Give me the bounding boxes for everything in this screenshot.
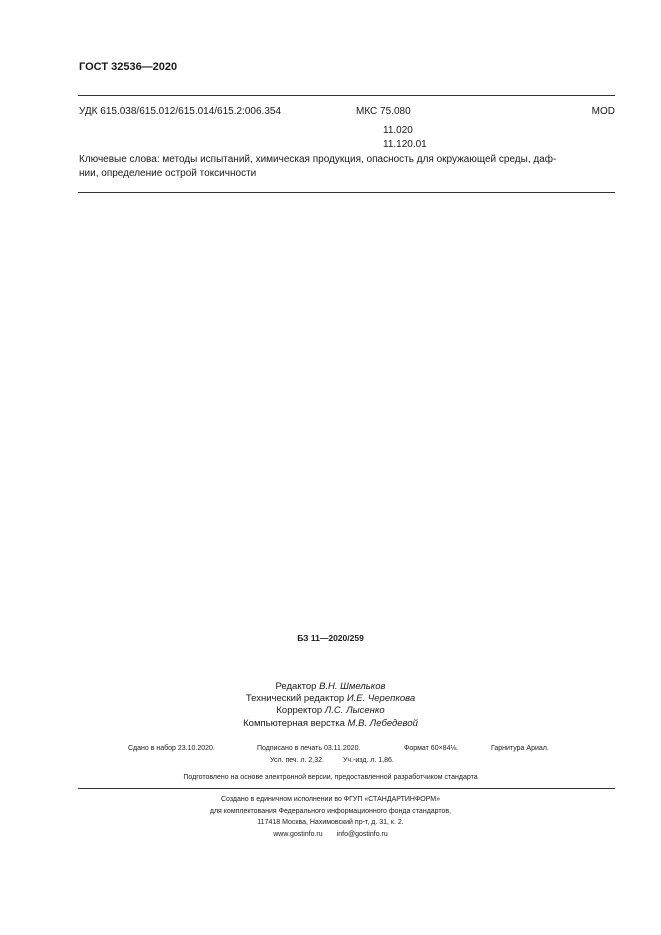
print-font: Гарнитура Ариал. bbox=[491, 745, 549, 752]
prepared-note: Подготовлено на основе электронной версии, предоставленной разработчиком стандарта bbox=[183, 774, 478, 781]
print-sheets: Усл. печ. л. 2,32. bbox=[270, 757, 324, 764]
keywords bbox=[79, 153, 615, 181]
print-format: Формат 60×84⅛. bbox=[404, 745, 459, 752]
print-sent-date: Сдано в набор 23.10.2020. bbox=[128, 745, 215, 752]
footer-contacts bbox=[0, 829, 661, 841]
edit-sheets: Уч.-изд. л. 1,86. bbox=[343, 757, 394, 764]
footer-line: Создано в единичном исполнении во ФГУП «СТАНДАРТИНФОРМ» bbox=[220, 796, 441, 803]
credit-role: Корректор bbox=[276, 705, 323, 717]
footer-line: для комплектования Федерального информационного фонда стандартов, bbox=[209, 807, 452, 815]
footer-address: 117418 Москва, Нахимовский пр-т, д. 31, к. 2. bbox=[257, 819, 404, 826]
publisher-footer bbox=[0, 794, 661, 840]
keywords-line: Ключевые слова: методы испытаний, химическая продукция, опасность для окружающей среды, даф- bbox=[79, 154, 557, 165]
email-link[interactable]: info@gostinfo.ru bbox=[336, 830, 388, 838]
keywords-line: нии, определение острой токсичности bbox=[79, 168, 257, 179]
credit-tech-editor bbox=[0, 693, 661, 705]
credit-corrector bbox=[0, 705, 661, 717]
credit-role: Технический редактор bbox=[245, 693, 345, 705]
credit-editor bbox=[0, 681, 661, 693]
credit-role: Компьютерная верстка bbox=[243, 717, 345, 729]
credit-role: Редактор bbox=[275, 681, 317, 692]
mks-codes bbox=[383, 124, 427, 152]
credit-layout bbox=[0, 718, 661, 730]
mod-label: MOD bbox=[591, 106, 615, 117]
credits-block bbox=[0, 681, 661, 730]
udk-code: УДК 615.038/615.012/615.014/615.2:006.354 bbox=[79, 106, 282, 117]
footer-divider bbox=[78, 788, 615, 789]
credit-name: Л.С. Лысенко bbox=[324, 705, 385, 717]
credit-name: В.Н. Шмельков bbox=[319, 681, 386, 692]
standard-title: ГОСТ 32536—2020 bbox=[79, 61, 178, 73]
website-link[interactable]: www.gostinfo.ru bbox=[273, 830, 323, 838]
credit-name: М.В. Лебедевой bbox=[347, 717, 418, 729]
mks-code: 11.020 bbox=[383, 125, 413, 136]
top-divider bbox=[78, 95, 615, 96]
credit-name: И.Е. Черепкова bbox=[346, 693, 416, 705]
mks-label: МКС 75.080 bbox=[356, 106, 411, 117]
bottom-divider bbox=[78, 192, 615, 193]
print-signed-date: Подписано в печать 03.11.2020. bbox=[257, 745, 361, 752]
mks-code: 11.120.01 bbox=[383, 139, 427, 150]
bz-number: БЗ 11—2020/259 bbox=[297, 633, 364, 643]
